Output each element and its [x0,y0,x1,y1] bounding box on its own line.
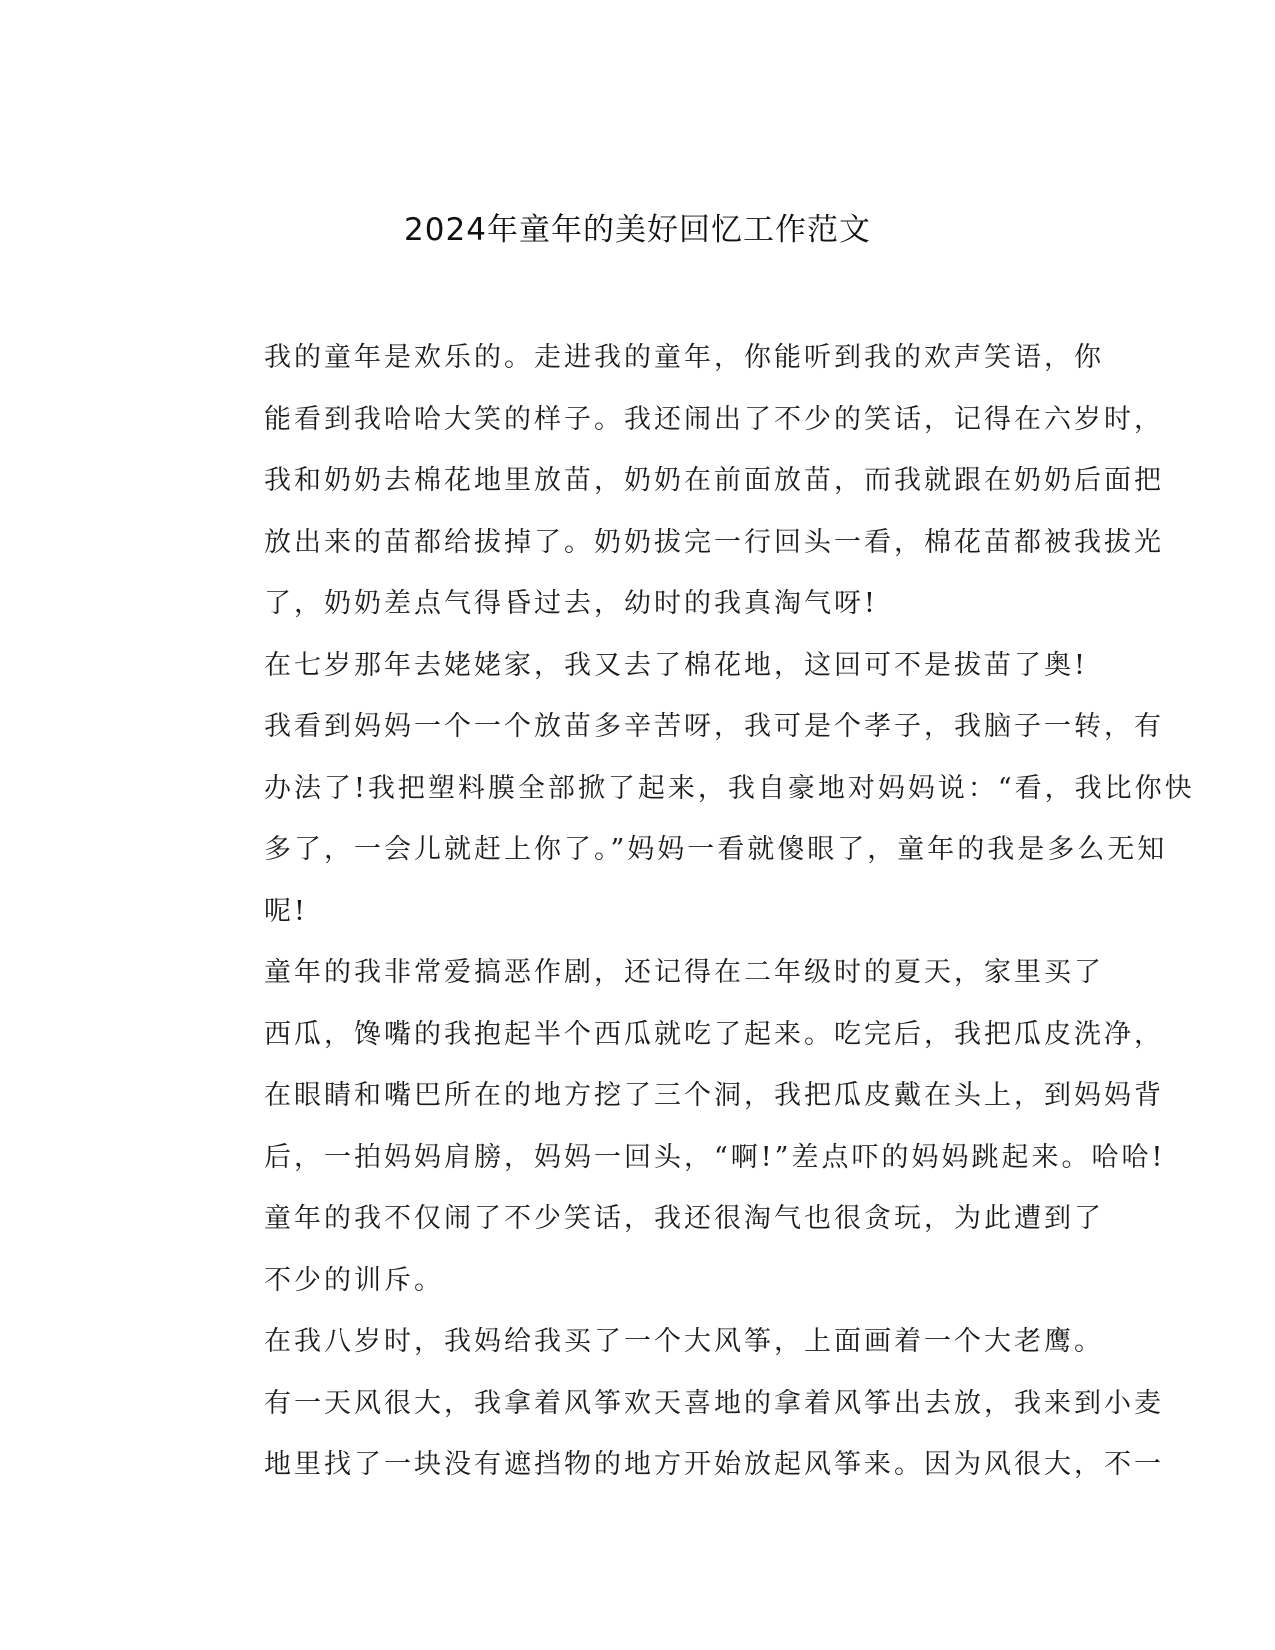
text-line: 呢! [264,895,308,927]
text-line: 多了，一会儿就赶上你了。”妈妈一看就傻眼了，童年的我是多么无知 [264,834,1168,865]
text-line: 不少的训斥。 [264,1264,444,1296]
text-line: 西瓜，馋嘴的我抱起半个西瓜就吃了起来。吃完后，我把瓜皮洗净， [264,1018,1164,1050]
text-line: 我和奶奶去棉花地里放苗，奶奶在前面放苗，而我就跟在奶奶后面把 [264,465,1164,496]
text-line: 在七岁那年去姥姥家，我又去了棉花地，这回可不是拔苗了奥! [264,649,1088,681]
text-line: 有一天风很大，我拿着风筝欢天喜地的拿着风筝出去放，我来到小麦 [264,1387,1164,1419]
paragraph [189,327,1164,635]
paragraph [189,635,1195,943]
text-line: 在我八岁时，我妈给我买了一个大风筝，上面画着一个大老鹰。 [264,1326,1104,1357]
text-line: 我的童年是欢乐的。走进我的童年，你能听到我的欢声笑语，你 [264,342,1104,373]
text-line: 能看到我哈哈大笑的样子。我还闹出了不少的笑话，记得在六岁时， [264,403,1164,435]
text-line: 我看到妈妈一个一个放苗多辛苦呀，我可是个孝子，我脑子一转，有 [264,711,1164,742]
text-line: 了，奶奶差点气得昏过去，幼时的我真淘气呀! [264,588,878,619]
text-line: 童年的我非常爱搞恶作剧，还记得在二年级时的夏天，家里买了 [264,957,1104,988]
paragraph [189,1311,1164,1496]
paragraph [189,1188,1104,1311]
text-line: 童年的我不仅闹了不少笑话，我还很淘气也很贪玩，为此遭到了 [264,1203,1104,1234]
paragraph [189,942,1166,1188]
text-line: 放出来的苗都给拔掉了。奶奶拔完一行回头一看，棉花苗都被我拔光 [264,526,1164,558]
text-line: 在眼睛和嘴巴所在的地方挖了三个洞，我把瓜皮戴在头上，到妈妈背 [264,1080,1164,1111]
text-line: 地里找了一块没有遮挡物的地方开始放起风筝来。因为风很大，不一 [264,1449,1164,1480]
text-line: 后，一拍妈妈肩膀，妈妈一回头，“啊!”差点吓的妈妈跳起来。哈哈! [264,1141,1166,1173]
document-body [189,327,1195,1496]
document-title: 2024年童年的美好回忆工作范文 [404,212,871,248]
text-line: 办法了!我把塑料膜全部掀了起来，我自豪地对妈妈说：“看，我比你快 [264,772,1195,804]
